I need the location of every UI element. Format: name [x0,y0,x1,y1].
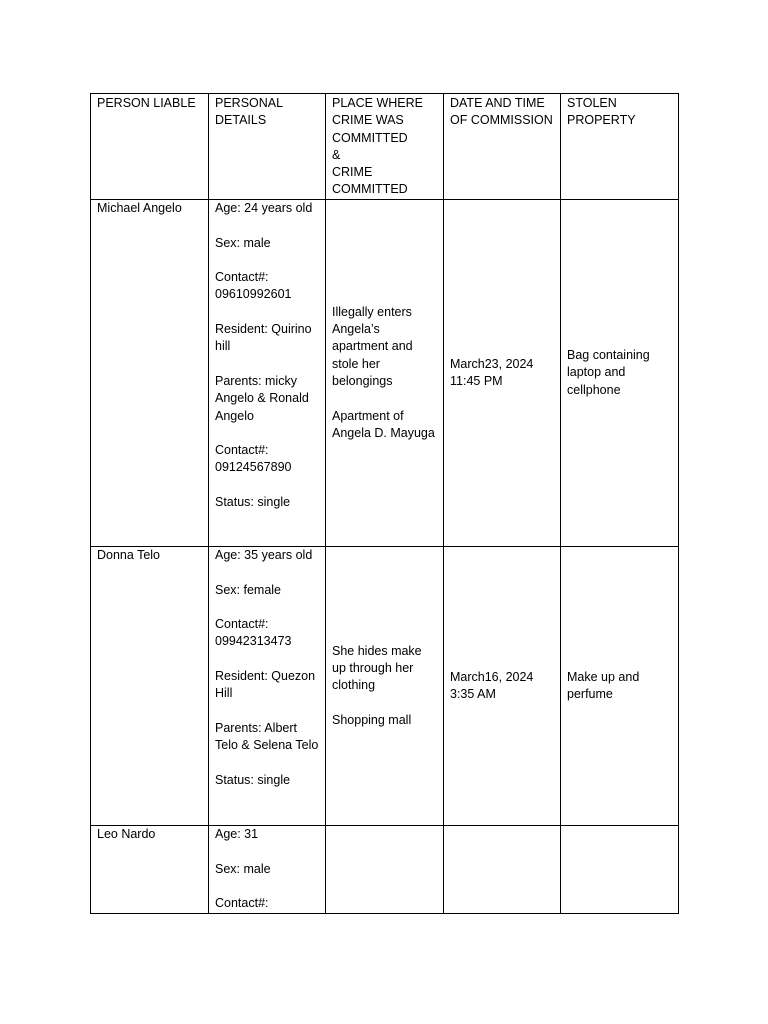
header-date-and-time: DATE AND TIME OF COMMISSION [444,94,561,200]
table-row [91,200,679,547]
table-row [91,547,679,826]
detail-parents-contact: Contact#: 09124567890 [215,443,292,475]
place-and-crime-cell [326,547,444,826]
detail-parents: Parents: micky Angelo & Ronald Angelo [215,373,309,423]
table-row [91,826,679,914]
person-liable-cell: Leo Nardo [91,826,209,914]
crime-place: Apartment of Angela D. Mayuga [332,408,435,440]
personal-details-cell [209,200,326,547]
stolen-property-cell: Make up and perfume [561,547,679,826]
detail-age: Age: 24 years old [215,201,313,215]
crime-description: She hides make up through her clothing [332,643,422,693]
detail-resident: Resident: Quirino hill [215,322,312,354]
date-time-cell: March16, 2024 3:35 AM [444,547,561,826]
detail-sex: Sex: female [215,582,282,597]
header-stolen-property: STOLEN PROPERTY [561,94,679,200]
detail-contact: Contact#: 09942313473 [215,617,292,649]
header-place-and-crime: PLACE WHERE CRIME WAS COMMITTED & CRIME COMMITTED [326,94,444,200]
detail-sex: Sex: male [215,235,271,250]
crime-records-table [90,93,679,914]
detail-contact: Contact#: [215,896,269,911]
date-time-cell: March23, 2024 11:45 PM [444,200,561,547]
detail-sex: Sex: male [215,861,271,876]
person-liable-cell: Michael Angelo [91,200,209,547]
detail-age: Age: 31 [215,827,259,841]
detail-resident: Resident: Quezon Hill [215,669,316,701]
header-personal-details: PERSONAL DETAILS [209,94,326,200]
detail-status: Status: single [215,772,291,787]
detail-age: Age: 35 years old [215,548,313,562]
personal-details-cell [209,826,326,914]
place-and-crime-cell [326,200,444,547]
stolen-property-cell [561,826,679,914]
header-person-liable: PERSON LIABLE [91,94,209,200]
crime-description: Illegally enters Angela’s apartment and stole her belongings [332,304,413,388]
table-header-row [91,94,679,200]
date-time-cell [444,826,561,914]
personal-details-cell [209,547,326,826]
detail-parents: Parents: Albert Telo & Selena Telo [215,720,319,753]
place-and-crime-cell [326,826,444,914]
stolen-property-cell: Bag containing laptop and cellphone [561,200,679,547]
detail-contact: Contact#: 09610992601 [215,270,292,302]
detail-status: Status: single [215,495,291,510]
crime-place: Shopping mall [332,712,412,727]
person-liable-cell: Donna Telo [91,547,209,826]
